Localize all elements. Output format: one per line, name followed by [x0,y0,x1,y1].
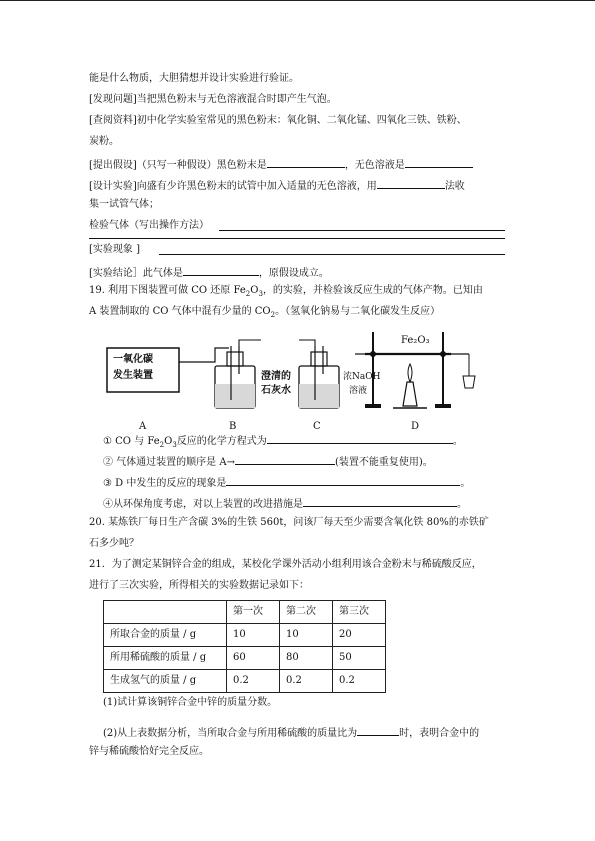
part-1: (1)试计算该铜锌合金中锌的质量分数。 [103,697,278,708]
sub-question-4: ④从环保角度考虑，对以上装置的改进措施是 。 [103,495,467,512]
sub-question-2: ② 气体通过装置的顺序是 A→ (装置不能重复使用)。 [103,453,433,470]
blank-phenomenon[interactable] [226,474,460,486]
blank-equation[interactable] [267,432,453,444]
phenomenon-label: [实验现象 ] [89,244,140,255]
test-gas-label: 检验气体（写出操作方法） [89,220,209,231]
data-table [103,600,386,693]
sub-question-3: ③ D 中发生的反应的现象是 。 [103,474,470,491]
d-reagent-label: Fe₂O₃ [401,335,430,346]
table-cell: 0.2 [333,670,386,693]
b-reagent-label-2: 石灰水 [261,385,291,396]
table-cell: 所取合金的质量 / g [104,624,227,647]
text-line: 炭粉。 [89,136,119,147]
table-header-cell: 第一次 [227,601,280,624]
table-cell: 20 [333,624,386,647]
table-cell: 60 [227,647,280,670]
table-cell: 10 [280,624,333,647]
table-cell: 80 [280,647,333,670]
table-row [104,624,386,647]
blank-mass-ratio[interactable] [357,724,399,736]
text-line: 能是什么物质，大胆猜想并设计实验进行验证。 [89,73,299,84]
apparatus-letter-c: C [313,421,321,432]
c-reagent-label-1: 浓NaOH [343,372,381,382]
question-21: 21．为了测定某铜锌合金的组成，某校化学课外活动小组利用该合金粉末与稀硫酸反应， [89,559,482,570]
answer-rule[interactable] [159,254,505,255]
table-cell: 10 [227,624,280,647]
table-header-cell [104,601,227,624]
table-cell: 生成氢气的质量 / g [104,670,227,693]
design-line: [设计实验]向盛有少许黑色粉末的试管中加入适量的无色溶液，用 法收 [89,177,465,194]
a-box-label-2: 发生装置 [113,370,153,381]
conclusion-line: [实验结论］此气体是 ，原假设成立。 [89,264,329,281]
table-cell: 所用稀硫酸的质量 / g [104,647,227,670]
sub-question-1: ① CO 与 $Fe_2O_3$反应的化学方程式为 。 [103,432,463,449]
text-line: [发现问题]当把黑色粉末与无色溶液混合时即产生气泡。 [89,94,337,105]
table-header-cell: 第二次 [280,601,333,624]
question-19-cont: A 装置制取的 CO 气体中混有少量的 $CO_2$。（氢氧化钠易与二氧化碳发生反应） [89,306,441,319]
part-2: (2)从上表数据分析，当所取合金与所用稀硫酸的质量比为 时，表明合金中的 [103,724,479,741]
c-reagent-label-2: 溶液 [349,386,368,396]
apparatus-letter-a: A [139,421,147,432]
apparatus-drawing [103,326,493,418]
page-top-border [0,0,595,1]
blank-collect-method[interactable] [377,177,445,189]
hypothesis-line: [提出假设]（只写一种假设）黑色粉末是 ，无色溶液是 [89,156,473,173]
blank-improvement[interactable] [303,495,457,507]
apparatus-letter-d: D [411,421,420,432]
table-row [104,647,386,670]
text-line: [查阅资料]初中化学实验室常见的黑色粉末：氧化铜、二氧化锰、四氧化三铁、铁粉、 [89,115,467,126]
question-19: 19. 利用下图装置可做 CO 还原 $Fe_2O_3$，的实验，并检验该反应生成的气体产物。已知由 [89,285,483,298]
b-reagent-label-1: 澄清的 [261,371,291,382]
burner [403,382,417,406]
table-cell: 0.2 [227,670,280,693]
apparatus-figure [103,326,493,418]
question-20-cont: 石多少吨？ [89,538,139,549]
blank-solution[interactable] [405,156,473,168]
table-header-row [104,601,386,624]
answer-rule[interactable] [89,238,505,239]
table-cell: 50 [333,647,386,670]
table-cell: 0.2 [280,670,333,693]
blank-gas[interactable] [183,264,259,276]
text-line: 集一试管气体； [89,199,159,210]
table-row [104,670,386,693]
blank-order[interactable] [235,453,335,465]
blank-powder[interactable] [267,156,345,168]
question-20: 20. 某炼铁厂每日生产含碳 3%的生铁 560t，问该厂每天至少需要含氧化铁 80%的赤铁矿 [89,517,489,528]
answer-rule[interactable] [219,230,505,231]
question-21-cont: 进行了三次实验，所得相关的实验数据记录如下： [89,580,309,591]
apparatus-letter-b: B [229,421,237,432]
a-box-label-1: 一氧化碳 [113,354,153,365]
part-2-cont: 锌与稀硫酸恰好完全反应。 [89,746,209,757]
table-header-cell: 第三次 [333,601,386,624]
